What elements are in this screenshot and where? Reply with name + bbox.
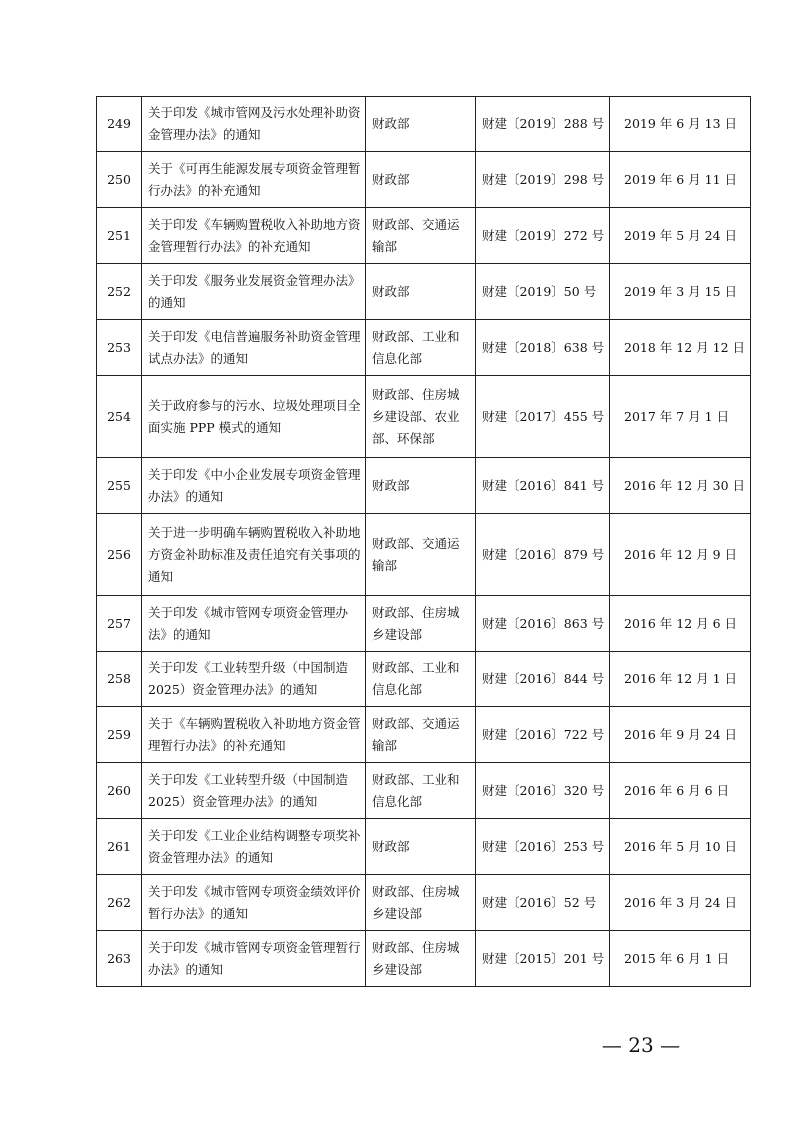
issuing-department: 财政部 [366,264,476,320]
row-number: 260 [97,763,142,819]
document-number: 财建〔2019〕272 号 [476,208,610,264]
table-row [97,707,751,763]
document-table-body [97,97,751,987]
document-title: 关于印发《工业转型升级（中国制造 2025）资金管理办法》的通知 [142,652,366,707]
document-number: 财建〔2017〕455 号 [476,376,610,458]
document-title: 关于印发《电信普遍服务补助资金管理试点办法》的通知 [142,320,366,376]
row-number: 262 [97,875,142,931]
document-title: 关于印发《车辆购置税收入补助地方资金管理暂行办法》的补充通知 [142,208,366,264]
issue-date: 2015 年 6 月 1 日 [610,931,751,987]
row-number: 252 [97,264,142,320]
table-row [97,875,751,931]
issue-date: 2016 年 6 月 6 日 [610,763,751,819]
document-number: 财建〔2016〕879 号 [476,514,610,596]
table-row [97,763,751,819]
document-title: 关于印发《城市管网及污水处理补助资金管理办法》的通知 [142,97,366,152]
table-row [97,320,751,376]
row-number: 256 [97,514,142,596]
table-row [97,208,751,264]
document-table [96,96,751,987]
issue-date: 2017 年 7 月 1 日 [610,376,751,458]
issuing-department: 财政部、交通运输部 [366,514,476,596]
document-number: 财建〔2016〕863 号 [476,596,610,652]
document-number: 财建〔2019〕288 号 [476,97,610,152]
document-title: 关于印发《城市管网专项资金管理暂行办法》的通知 [142,931,366,987]
issuing-department: 财政部、住房城乡建设部 [366,875,476,931]
row-number: 258 [97,652,142,707]
issue-date: 2019 年 6 月 13 日 [610,97,751,152]
row-number: 253 [97,320,142,376]
table-row [97,931,751,987]
issuing-department: 财政部 [366,458,476,514]
document-title: 关于政府参与的污水、垃圾处理项目全面实施 PPP 模式的通知 [142,376,366,458]
document-number: 财建〔2016〕844 号 [476,652,610,707]
row-number: 259 [97,707,142,763]
document-title: 关于印发《城市管网专项资金绩效评价暂行办法》的通知 [142,875,366,931]
issue-date: 2019 年 6 月 11 日 [610,152,751,208]
document-title: 关于印发《中小企业发展专项资金管理办法》的通知 [142,458,366,514]
document-number: 财建〔2016〕841 号 [476,458,610,514]
table-row [97,514,751,596]
document-number: 财建〔2016〕722 号 [476,707,610,763]
issue-date: 2016 年 3 月 24 日 [610,875,751,931]
table-row [97,596,751,652]
document-number: 财建〔2016〕253 号 [476,819,610,875]
issue-date: 2016 年 9 月 24 日 [610,707,751,763]
document-title: 关于印发《服务业发展资金管理办法》的通知 [142,264,366,320]
issuing-department: 财政部 [366,152,476,208]
page-number: — 23 — [601,1033,681,1057]
document-number: 财建〔2018〕638 号 [476,320,610,376]
issuing-department: 财政部 [366,819,476,875]
issuing-department: 财政部、工业和信息化部 [366,763,476,819]
issue-date: 2019 年 3 月 15 日 [610,264,751,320]
table-row [97,819,751,875]
row-number: 257 [97,596,142,652]
document-title: 关于《可再生能源发展专项资金管理暂行办法》的补充通知 [142,152,366,208]
document-title: 关于印发《工业企业结构调整专项奖补资金管理办法》的通知 [142,819,366,875]
table-row [97,97,751,152]
issuing-department: 财政部、工业和信息化部 [366,320,476,376]
document-title: 关于进一步明确车辆购置税收入补助地方资金补助标准及责任追究有关事项的通知 [142,514,366,596]
row-number: 250 [97,152,142,208]
issuing-department: 财政部、交通运输部 [366,707,476,763]
document-number: 财建〔2019〕50 号 [476,264,610,320]
row-number: 251 [97,208,142,264]
issuing-department: 财政部、住房城乡建设部 [366,596,476,652]
issue-date: 2016 年 12 月 1 日 [610,652,751,707]
table-row [97,652,751,707]
row-number: 261 [97,819,142,875]
issue-date: 2016 年 12 月 30 日 [610,458,751,514]
document-number: 财建〔2019〕298 号 [476,152,610,208]
document-title: 关于印发《城市管网专项资金管理办法》的通知 [142,596,366,652]
issue-date: 2016 年 12 月 6 日 [610,596,751,652]
issue-date: 2016 年 12 月 9 日 [610,514,751,596]
document-number: 财建〔2016〕52 号 [476,875,610,931]
table-row [97,152,751,208]
row-number: 263 [97,931,142,987]
table-row [97,458,751,514]
row-number: 254 [97,376,142,458]
issuing-department: 财政部、工业和信息化部 [366,652,476,707]
document-title: 关于印发《工业转型升级（中国制造 2025）资金管理办法》的通知 [142,763,366,819]
issuing-department: 财政部、交通运输部 [366,208,476,264]
document-title: 关于《车辆购置税收入补助地方资金管理暂行办法》的补充通知 [142,707,366,763]
document-number: 财建〔2016〕320 号 [476,763,610,819]
issuing-department: 财政部 [366,97,476,152]
table-row [97,376,751,458]
row-number: 249 [97,97,142,152]
row-number: 255 [97,458,142,514]
issue-date: 2019 年 5 月 24 日 [610,208,751,264]
issue-date: 2016 年 5 月 10 日 [610,819,751,875]
issuing-department: 财政部、住房城乡建设部、农业部、环保部 [366,376,476,458]
issue-date: 2018 年 12 月 12 日 [610,320,751,376]
document-number: 财建〔2015〕201 号 [476,931,610,987]
issuing-department: 财政部、住房城乡建设部 [366,931,476,987]
table-row [97,264,751,320]
